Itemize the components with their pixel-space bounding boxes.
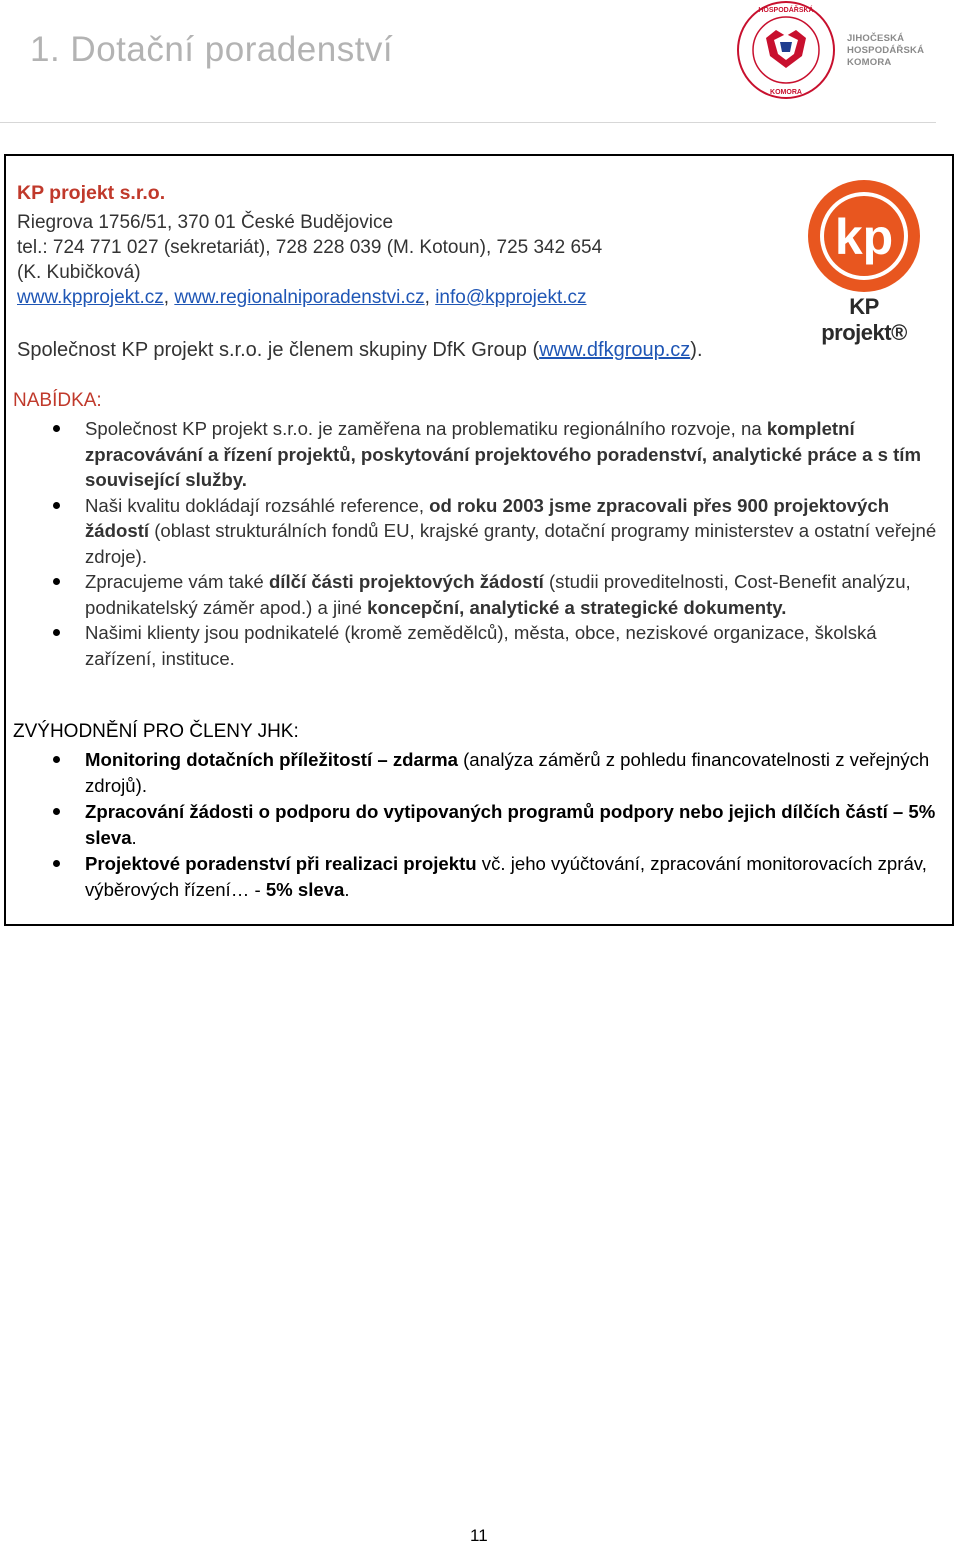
- offer-list: [6, 416, 950, 671]
- item-text: .: [344, 878, 350, 900]
- item-text: (oblast strukturálních fondů EU, krajské granty, dotační programy ministerstev a ostatní veřejné zdroje).: [85, 520, 937, 567]
- company-phone-line-2: (K. Kubičková): [17, 262, 141, 283]
- chamber-seal-icon: [736, 0, 836, 100]
- company-info-box: [4, 154, 954, 926]
- company-address: Riegrova 1756/51, 370 01 České Budějovice: [17, 212, 394, 233]
- item-text: Společnost KP projekt s.r.o. je zaměřena na problematiku regionálního rozvoje, na: [85, 418, 767, 439]
- item-text: .: [131, 826, 137, 848]
- item-bold-text: Monitoring dotačních příležitostí – zdarma: [85, 749, 458, 770]
- company-phone-line: tel.: 724 771 027 (sekretariát), 728 228 039 (M. Kotoun), 725 342 654: [17, 237, 603, 258]
- item-bold-text: kompletní zpracovávání a řízení projektů, poskytování projektového poradenství, analytické práce a s tím související služby.: [85, 418, 921, 490]
- item-bold-text: 5% sleva: [265, 878, 345, 900]
- list-item: [6, 747, 950, 798]
- company-web-line: [17, 287, 587, 309]
- dfkgroup-link[interactable]: www.dfkgroup.cz: [539, 339, 691, 361]
- kp-logo-mark-icon: [804, 176, 924, 294]
- item-text: Naši kvalitu dokládají rozsáhlé reference,: [85, 494, 430, 516]
- item-text: Zpracujeme vám také: [85, 571, 269, 592]
- list-item: [6, 851, 950, 902]
- item-bold-text: koncepční, analytické a strategické dokumenty.: [367, 596, 787, 618]
- item-bold-text: dílčí části projektových žádostí: [268, 571, 544, 592]
- list-item: [6, 799, 950, 850]
- website-link-kpprojekt[interactable]: www.kpprojekt.cz: [17, 287, 164, 308]
- svg-text:HOSPODÁŘSKÁ: HOSPODÁŘSKÁ: [758, 7, 814, 14]
- list-item: [6, 416, 950, 493]
- header-divider: [0, 122, 936, 123]
- group-text-prefix: Společnost KP projekt s.r.o. je členem skupiny DfK Group (: [17, 339, 540, 361]
- svg-text:KOMORA: KOMORA: [770, 89, 802, 96]
- chamber-name-line: JIHOČESKÁ: [847, 33, 905, 44]
- group-membership-line: [17, 339, 703, 362]
- benefits-heading: ZVÝHODNĚNÍ PRO ČLENY JHK:: [13, 721, 299, 742]
- web-separator: ,: [424, 287, 436, 308]
- company-name: KP projekt s.r.o.: [17, 182, 166, 204]
- item-bold-text: od roku 2003 jsme zpracovali přes 900 projektových žádostí: [85, 494, 890, 541]
- item-text: vč. jeho vyúčtování, zpracování monitorovacích zpráv, výběrových řízení… -: [85, 853, 927, 900]
- list-item: [6, 620, 950, 671]
- chamber-name: [847, 33, 924, 69]
- chamber-name-line: KOMORA: [847, 57, 892, 68]
- kp-logo-mark-text: kp: [834, 209, 894, 265]
- email-link[interactable]: info@kpprojekt.cz: [435, 287, 587, 308]
- item-text: (analýza záměrů z pohledu financovatelnosti z veřejných zdrojů).: [85, 749, 930, 796]
- item-text: Našimi klienty jsou podnikatelé (kromě zemědělců), města, obce, neziskové organizace, školská zařízení, instituce.: [85, 622, 877, 669]
- page-title: 1. Dotační poradenství: [30, 30, 394, 69]
- chamber-name-line: HOSPODÁŘSKÁ: [847, 45, 925, 56]
- list-item: [6, 493, 950, 570]
- page-number: 11: [470, 1526, 488, 1545]
- offer-heading: NABÍDKA:: [13, 390, 102, 411]
- kp-logo-text: KP projekt®: [821, 294, 907, 345]
- item-text: (studii proveditelnosti, Cost-Benefit analýzu, podnikatelský záměr apod.) a jiné: [85, 571, 911, 618]
- list-item: [6, 569, 950, 620]
- group-text-suffix: ).: [690, 339, 703, 361]
- web-separator: ,: [163, 287, 175, 308]
- kp-projekt-logo-icon: [804, 176, 924, 345]
- item-bold-text: Zpracování žádosti o podporu do vytipovaných programů podpory nebo jejich dílčích částí – 5% sleva: [85, 801, 936, 848]
- website-link-regionalniporadenstvi[interactable]: www.regionalniporadenstvi.cz: [174, 287, 425, 308]
- benefits-list: [6, 747, 950, 903]
- item-bold-text: Projektové poradenství při realizaci projektu: [85, 853, 477, 874]
